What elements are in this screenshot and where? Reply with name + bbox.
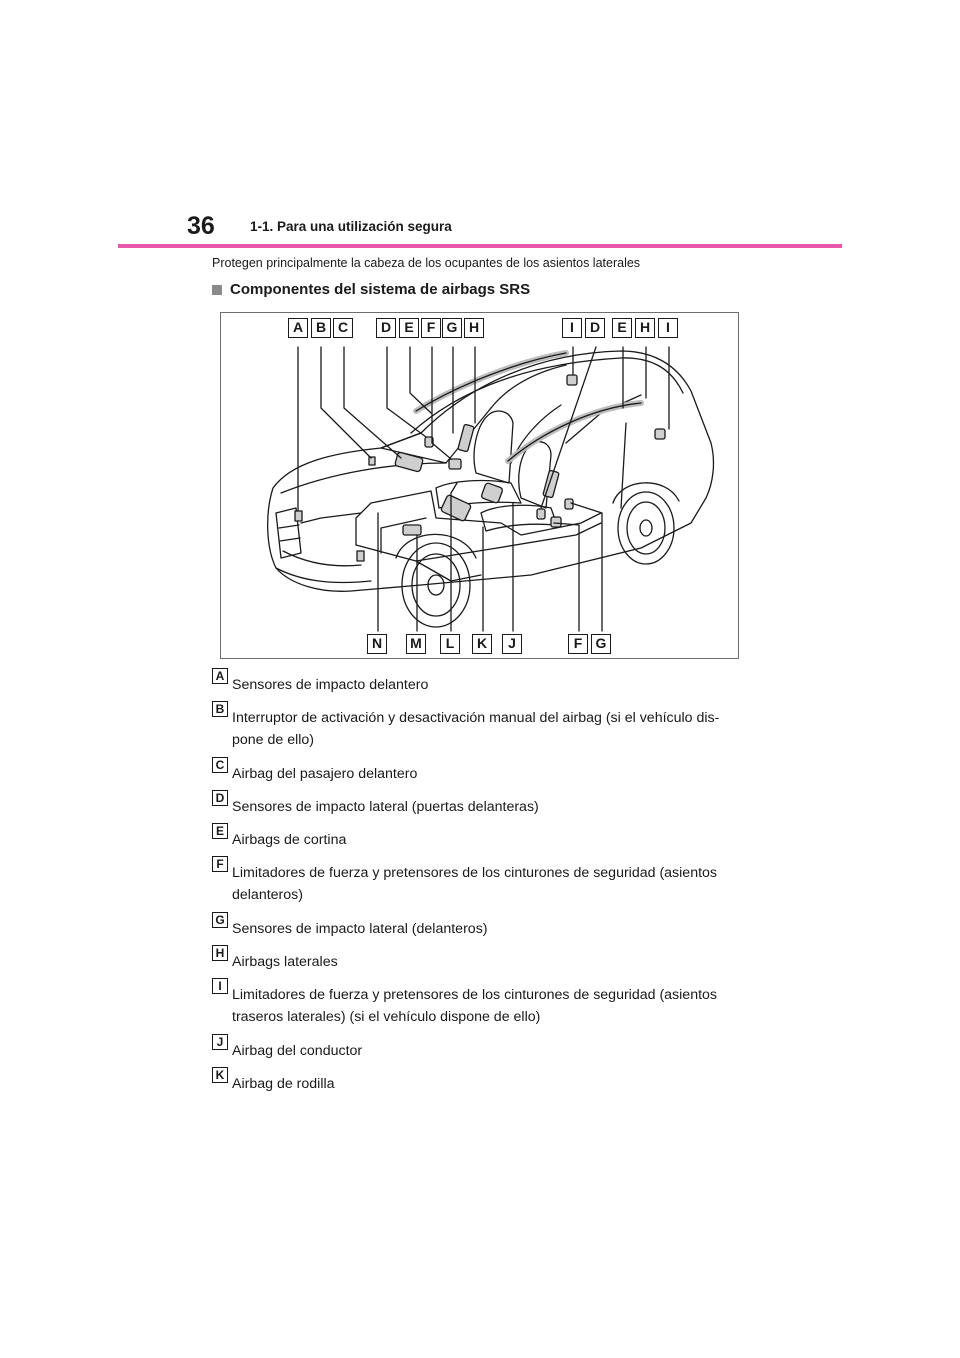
callout-top-d: D <box>376 318 396 338</box>
callout-top-f: F <box>421 318 441 338</box>
callout-bottom-g: G <box>591 634 611 654</box>
callout-top-a: A <box>288 318 308 338</box>
page-number: 36 <box>187 212 215 240</box>
legend-text: Limitadores de fuerza y pretensores de los cinturones de seguridad (asientos delanteros) <box>232 865 718 903</box>
callout-top-i2: I <box>658 318 678 338</box>
legend-text: Sensores de impacto delantero <box>232 677 429 693</box>
callout-bottom-l: L <box>440 634 460 654</box>
vehicle-illustration <box>221 313 740 660</box>
legend-text: Airbag del conductor <box>232 1043 363 1059</box>
intro-text: Protegen principalmente la cabeza de los ocupantes de los asientos laterales <box>212 256 641 270</box>
airbag-diagram <box>220 312 739 659</box>
callout-top-g: G <box>442 318 462 338</box>
section-title: 1-1. Para una utilización segura <box>250 219 452 234</box>
callout-bottom-f: F <box>568 634 588 654</box>
legend-badge: F <box>212 856 228 872</box>
legend-badge: C <box>212 757 228 773</box>
legend-badge: A <box>212 668 228 684</box>
legend-badge: H <box>212 945 228 961</box>
components-heading <box>212 281 530 298</box>
callout-bottom-j: J <box>502 634 522 654</box>
legend-badge: E <box>212 823 228 839</box>
legend-text: Sensores de impacto lateral (puertas delanteras) <box>232 799 539 815</box>
bullet-square-icon <box>212 285 222 295</box>
callout-top-h: H <box>464 318 484 338</box>
legend-text: Interruptor de activación y desactivación manual del airbag (si el vehículo dis-pone de ello) <box>232 710 720 748</box>
components-heading-label: Componentes del sistema de airbags SRS <box>230 281 531 298</box>
legend-text: Limitadores de fuerza y pretensores de los cinturones de seguridad (asientos traseros laterales) (si el vehículo dispone de ello) <box>232 987 718 1025</box>
legend-text: Airbags laterales <box>232 954 338 970</box>
callout-top-i: I <box>562 318 582 338</box>
legend-badge: K <box>212 1067 228 1083</box>
legend-text: Airbag del pasajero delantero <box>232 766 418 782</box>
legend-badge: J <box>212 1034 228 1050</box>
callout-top-e2: E <box>612 318 632 338</box>
header-rule <box>118 244 842 248</box>
callout-bottom-m: M <box>406 634 426 654</box>
legend-badge: B <box>212 701 228 717</box>
callout-top-d2: D <box>585 318 605 338</box>
legend-text: Sensores de impacto lateral (delanteros) <box>232 921 488 937</box>
legend-text: Airbag de rodilla <box>232 1076 335 1092</box>
callout-top-h2: H <box>635 318 655 338</box>
callout-top-c: C <box>333 318 353 338</box>
callout-top-b: B <box>311 318 331 338</box>
legend-badge: D <box>212 790 228 806</box>
callout-bottom-k: K <box>472 634 492 654</box>
legend-text: Airbags de cortina <box>232 832 347 848</box>
callout-top-e: E <box>399 318 419 338</box>
legend-badge: G <box>212 912 228 928</box>
callout-bottom-n: N <box>367 634 387 654</box>
legend-badge: I <box>212 978 228 994</box>
